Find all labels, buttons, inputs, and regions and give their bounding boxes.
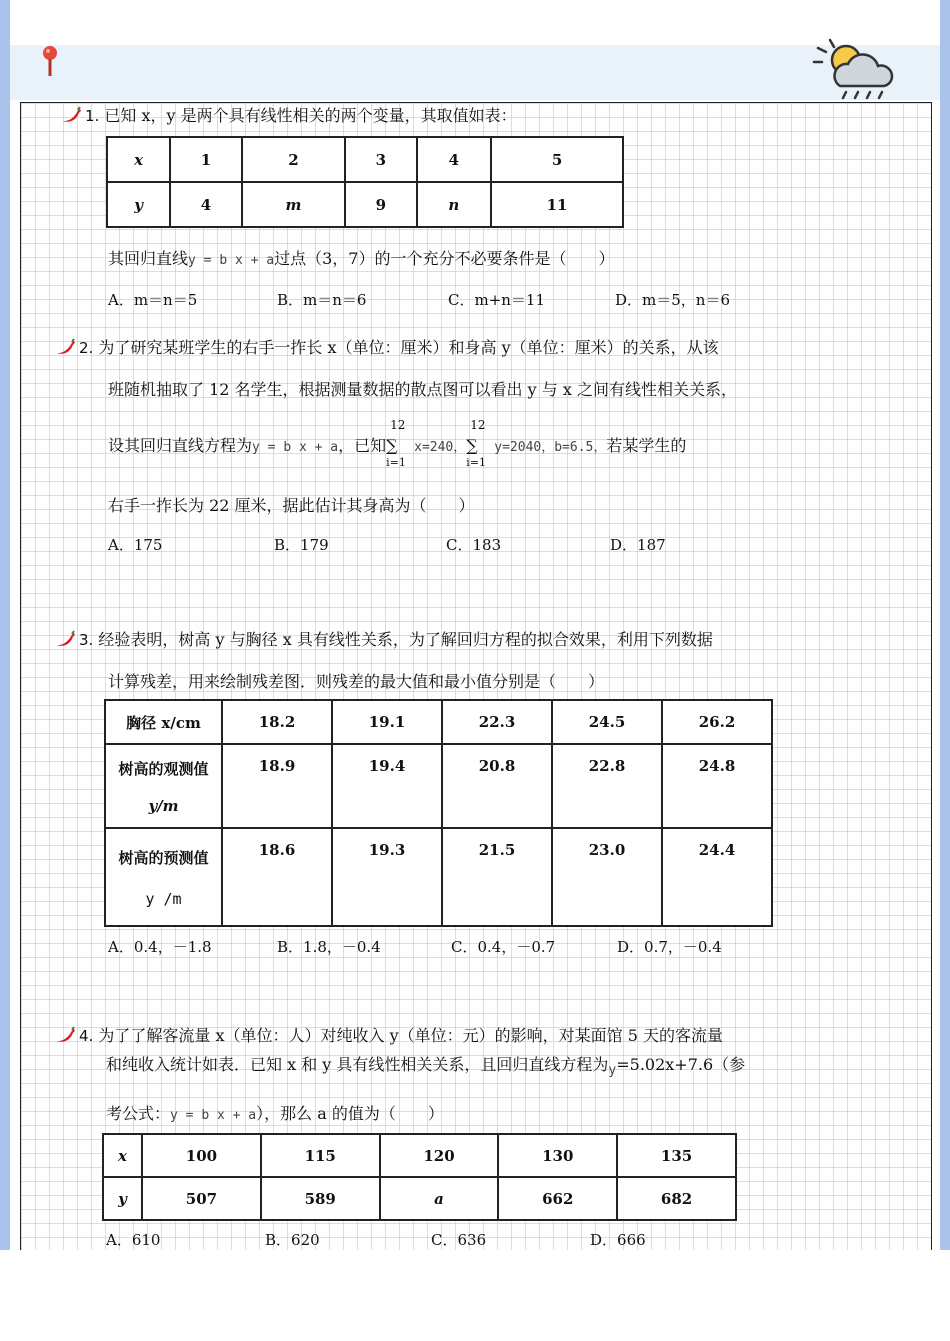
table-cell: y [107,182,170,227]
option-d[interactable]: D．666 [590,1231,646,1249]
left-border-stripe [0,0,10,1250]
sum-variable: x [414,440,422,455]
table-cell: 20.8 [442,744,552,828]
question-number: 4. [79,1027,94,1045]
text: 和纯收入统计如表．已知 x 和 y 具有线性相关关系，且回归直线方程为 [106,1055,609,1074]
table-cell: 507 [142,1177,261,1220]
regression-formula: y = b x + a [188,253,275,268]
sum-symbol: 12 ∑ i=1 [386,418,406,469]
sum-lower: i=1 [386,456,406,469]
header-line: 树高的观测值 [118,759,209,778]
table-cell: 9 [345,182,417,227]
option-b[interactable]: B．m＝n＝6 [277,291,367,309]
table-row-header [105,828,222,926]
sum-upper: 12 [470,418,486,432]
table-cell: 5 [491,137,623,182]
text: ，已知 [338,436,387,455]
q4-line-3 [106,1101,444,1124]
table-cell: 21.5 [442,828,552,926]
table-cell: 26.2 [662,700,772,744]
table-cell: 18.6 [222,828,332,926]
question-text: 为了了解客流量 x（单位：人）对纯收入 y（单位：元）的影响，对某面馆 5 天的客流量 [98,1026,723,1045]
table-cell: 1 [170,137,242,182]
table-cell: 120 [380,1134,499,1177]
pushpin-icon [35,45,65,77]
chili-icon [54,630,76,648]
chili-icon [54,1026,76,1044]
table-cell: n [417,182,491,227]
option-b[interactable]: B．620 [265,1231,320,1249]
table-cell: 3 [345,137,417,182]
table-cell: 19.4 [332,744,442,828]
sum-upper: 12 [390,418,406,432]
table-cell: x [107,137,170,182]
q3-data-table [104,699,773,927]
table-cell: 24.8 [662,744,772,828]
text: 其回归直线 [108,249,189,268]
regression-formula: y = b x + a [252,440,339,455]
q2-line-3 [108,418,687,469]
option-c[interactable]: C．m+n＝11 [448,291,546,309]
header-unit: y /m [145,889,182,908]
text: ），那么 a 的值为（ ） [256,1104,444,1123]
q2-line-2: 班随机抽取了 12 名学生，根据测量数据的散点图可以看出 y 与 x 之间有线性相关关系， [108,380,737,399]
table-cell: 19.3 [332,828,442,926]
q1-data-table [106,136,624,228]
header-unit: y/m [148,796,179,815]
table-cell: 4 [417,137,491,182]
option-b[interactable]: B．1.8，－0.4 [277,938,381,956]
q4-line-2 [106,1052,745,1078]
right-border-stripe [940,0,950,1250]
text: y [608,1063,617,1078]
table-cell: 115 [261,1134,380,1177]
table-cell: 18.2 [222,700,332,744]
table-cell: a [380,1177,499,1220]
text: =5.02x+7.6（参 [616,1055,746,1074]
table-cell: 662 [498,1177,617,1220]
table-row-header [105,744,222,828]
option-a[interactable]: A．m＝n＝5 [108,291,198,309]
q3-line-2: 计算残差，用来绘制残差图．则残差的最大值和最小值分别是（ ） [108,672,605,691]
table-cell: 100 [142,1134,261,1177]
table-cell: m [242,182,345,227]
question-number: 1. [85,107,100,125]
q1-followup [108,246,614,269]
question-number: 2. [79,339,94,357]
option-a[interactable]: A．0.4，－1.8 [108,938,212,956]
question-3-stem [54,630,713,650]
table-cell: 19.1 [332,700,442,744]
sum-value: =240， [421,440,467,455]
table-cell: 130 [498,1134,617,1177]
sum-symbol: 12 ∑ i=1 [466,418,486,469]
text: 过点（3，7）的一个充分不必要条件是（ ） [274,249,615,268]
table-cell: 22.3 [442,700,552,744]
table-cell: 22.8 [552,744,662,828]
option-d[interactable]: D．m＝5，n＝6 [615,291,730,309]
table-cell: x [103,1134,142,1177]
page-bottom-margin [0,1250,950,1341]
question-text: 已知 x，y 是两个具有线性相关的两个变量，其取值如表： [104,106,517,125]
question-text: 经验表明，树高 y 与胸径 x 具有线性关系，为了解回归方程的拟合效果，利用下列数据 [98,630,713,649]
text: 若某学生的 [606,436,687,455]
question-2-stem [54,338,719,358]
table-cell: 24.4 [662,828,772,926]
table-cell: 11 [491,182,623,227]
option-c[interactable]: C．183 [446,536,502,554]
regression-formula: y = b x + a [170,1108,257,1123]
table-cell: 4 [170,182,242,227]
chili-icon [60,106,82,124]
header-banner [10,45,940,100]
chili-icon [54,338,76,356]
table-cell: 135 [617,1134,736,1177]
option-c[interactable]: C．636 [431,1231,487,1249]
text: 考公式： [106,1104,171,1123]
slope-value: b=6.5， [554,440,607,455]
option-d[interactable]: D．0.7，－0.4 [617,938,722,956]
cloud-sun-icon [810,38,905,100]
table-cell: 23.0 [552,828,662,926]
table-cell: 18.9 [222,744,332,828]
q2-line-4: 右手一拃长为 22 厘米，据此估计其身高为（ ） [108,496,475,515]
question-text: 为了研究某班学生的右手一拃长 x（单位：厘米）和身高 y（单位：厘米）的关系，从该 [98,338,719,357]
sum-lower: i=1 [466,456,486,469]
question-number: 3. [79,631,94,649]
table-cell: 2 [242,137,345,182]
option-c[interactable]: C．0.4，－0.7 [451,938,556,956]
table-cell: y [103,1177,142,1220]
question-1-stem [60,106,517,126]
header-line: 树高的预测值 [118,848,209,867]
table-cell: 24.5 [552,700,662,744]
option-a[interactable]: A．175 [108,536,163,554]
question-4-stem [54,1026,723,1046]
text: 设其回归直线方程为 [108,436,253,455]
table-cell: 682 [617,1177,736,1220]
q4-data-table [102,1133,737,1221]
option-a[interactable]: A．610 [106,1231,161,1249]
sum-variable: y [494,440,503,455]
option-b[interactable]: B．179 [274,536,329,554]
table-row-header: 胸径 x/cm [105,700,222,744]
table-cell: 589 [261,1177,380,1220]
sum-value: =2040， [502,440,555,455]
option-d[interactable]: D．187 [610,536,666,554]
